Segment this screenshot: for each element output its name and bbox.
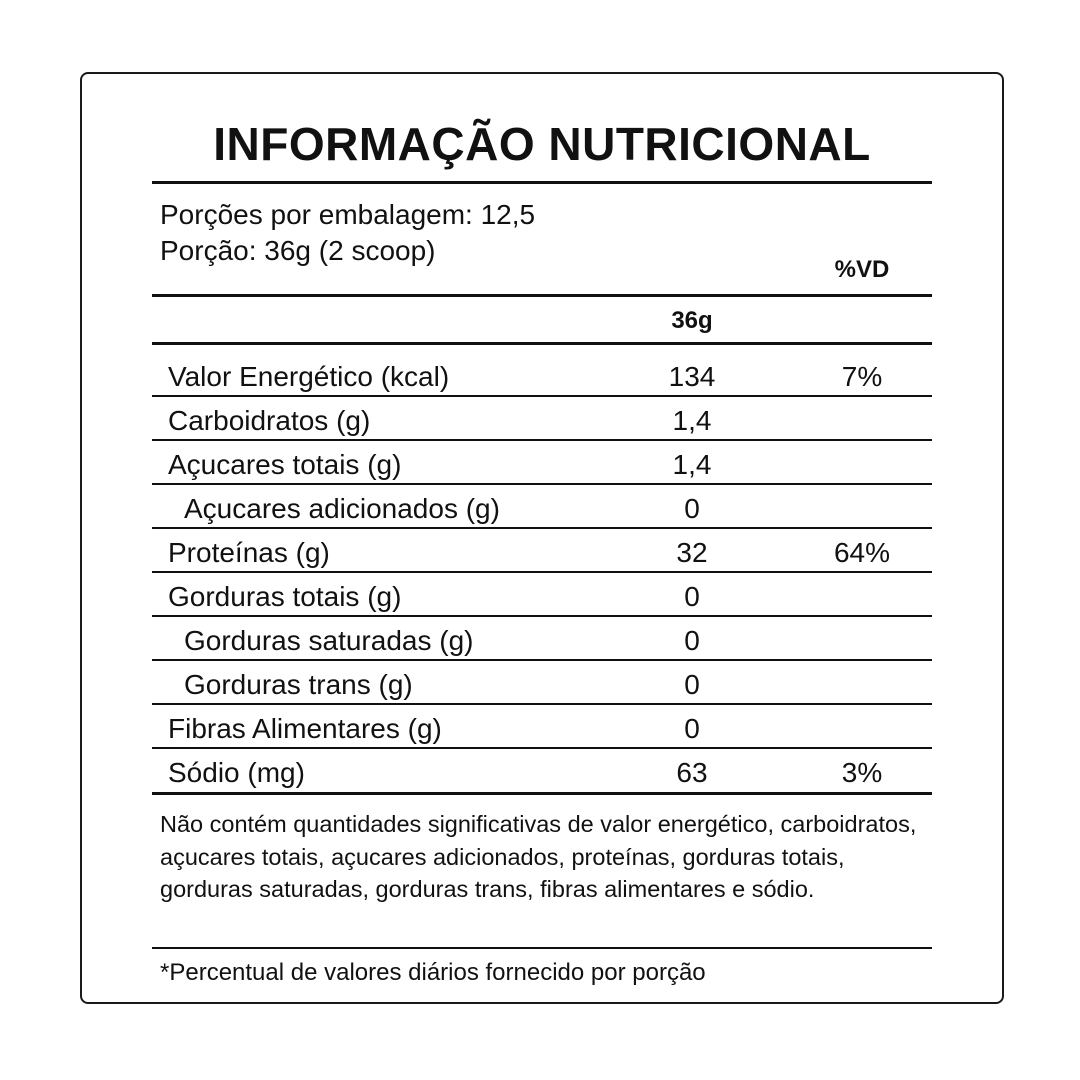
nutrient-label: Fibras Alimentares (g) (168, 713, 442, 744)
nutrient-label: Carboidratos (g) (168, 405, 371, 436)
nutrient-vd: 7% (841, 361, 883, 392)
serving-size: Porção: 36g (2 scoop) (160, 235, 436, 266)
nutrient-amount: 1,4 (672, 405, 712, 436)
nutrient-label: Proteínas (g) (168, 537, 330, 568)
nutrient-row (152, 616, 932, 660)
nutrient-amount: 0 (684, 669, 700, 700)
nutrient-row (152, 572, 932, 616)
nutrient-vd: 3% (841, 757, 883, 788)
divider (152, 947, 932, 949)
nutrient-label: Açucares totais (g) (168, 449, 402, 480)
vd-footnote: *Percentual de valores diários fornecido por porção (160, 959, 706, 986)
nutrient-amount: 63 (676, 757, 708, 788)
panel-title: INFORMAÇÃO NUTRICIONAL (213, 118, 871, 170)
amount-column-header: 36g (671, 307, 713, 334)
divider (152, 792, 932, 795)
nutrient-label: Sódio (mg) (168, 757, 305, 788)
nutrient-amount: 32 (676, 537, 708, 568)
nutrient-amount: 0 (684, 713, 700, 744)
nutrient-label: Açucares adicionados (g) (184, 493, 500, 524)
divider (152, 181, 932, 184)
nutrient-row (152, 704, 932, 748)
nutrient-row (152, 352, 932, 396)
divider (152, 294, 932, 297)
nutrient-amount: 0 (684, 493, 700, 524)
servings-per-package: Porções por embalagem: 12,5 (160, 199, 536, 230)
nutrient-amount: 0 (684, 625, 700, 656)
divider (152, 342, 932, 345)
nutrient-amount: 134 (668, 361, 716, 392)
nutrient-label: Gorduras totais (g) (168, 581, 402, 612)
nutrient-label: Valor Energético (kcal) (168, 361, 450, 392)
vd-column-header: %VD (834, 256, 890, 283)
nutrient-amount: 1,4 (672, 449, 712, 480)
nutrient-label: Gorduras trans (g) (184, 669, 413, 700)
nutrient-row (152, 396, 932, 440)
disclaimer-note: Não contém quantidades significativas de valor energético, carboidratos, açucares totais, açucares adicionados, proteínas, gorduras totais, gorduras saturadas, gorduras trans, fibras alimentares e sódio. (160, 811, 917, 902)
nutrient-amount: 0 (684, 581, 700, 612)
nutrient-row (152, 748, 932, 792)
nutrient-row (152, 660, 932, 704)
nutrient-row (152, 484, 932, 528)
nutrition-facts-panel (80, 72, 1004, 1004)
nutrient-vd: 64% (833, 537, 891, 568)
nutrient-label: Gorduras saturadas (g) (184, 625, 474, 656)
nutrient-row (152, 528, 932, 572)
nutrient-row (152, 440, 932, 484)
